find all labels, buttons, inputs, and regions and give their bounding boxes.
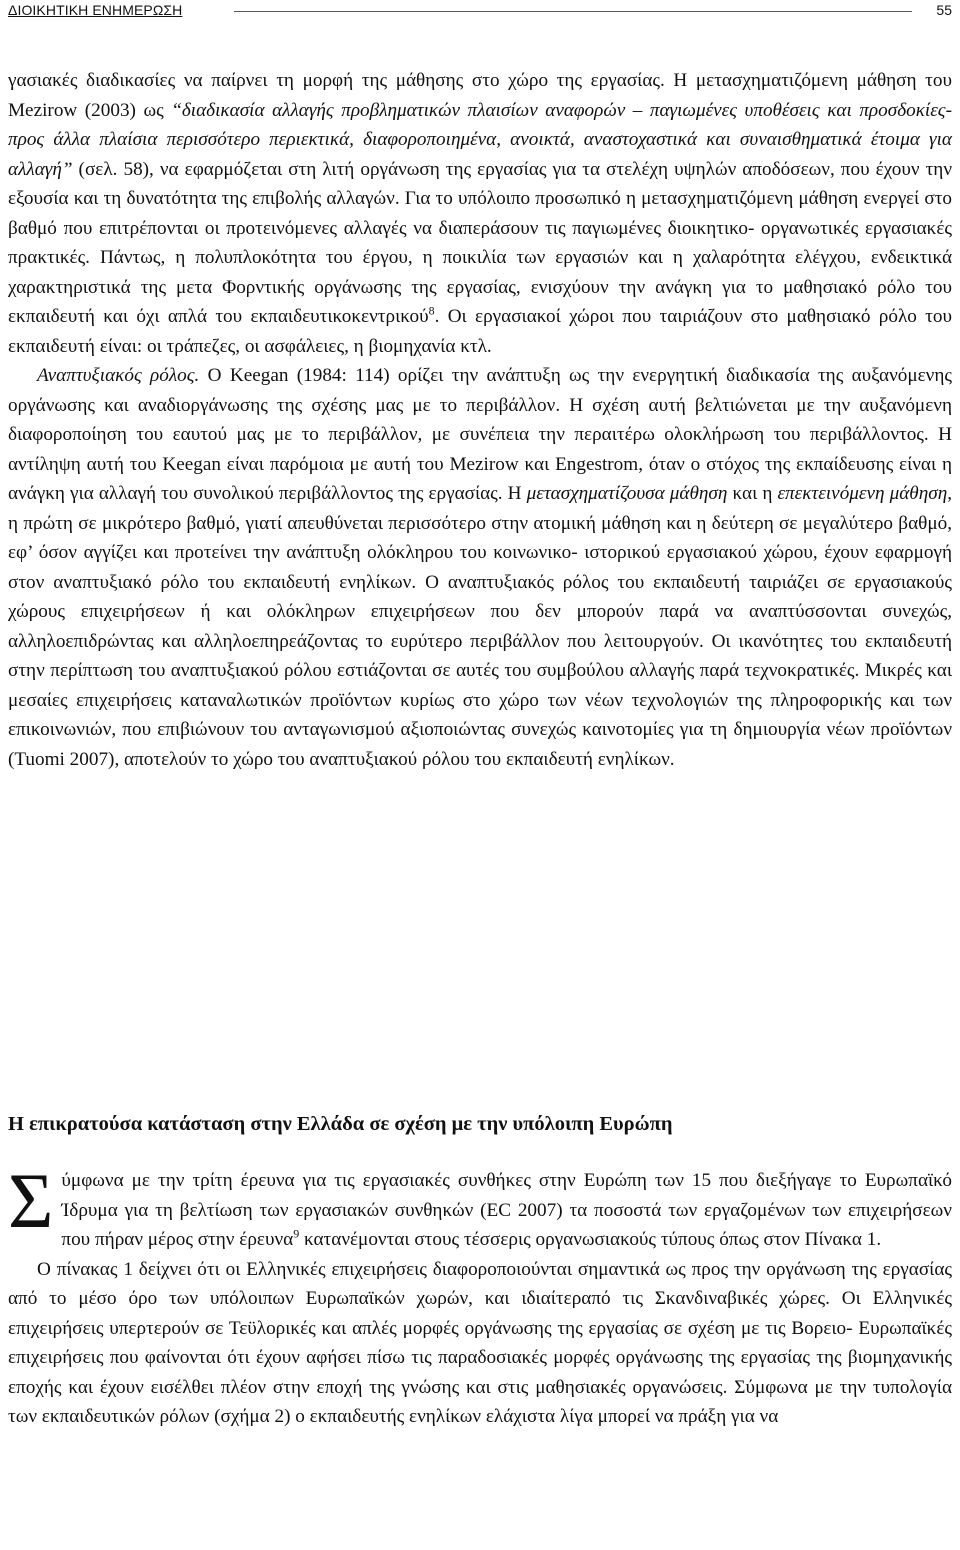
paragraph-2-title: Αναπτυξιακός ρόλος. [37,365,200,386]
paragraph-2 [8,361,952,774]
paragraph-1-text-b: (σελ. 58), να εφαρμόζεται στη λιτή οργάνωση της εργασίας για τα στελέχη υψηλών αποδόσεων, που έχουν την εξουσία και τη δυνατότητα της επιβολής αλλαγών. Για το υπόλοιπο προσωπικό η μετασχηματιζόμενη μάθηση ενεργεί στο βαθμό που επιτρέπονται οι προτεινόμενες αλλαγές να διαπεράσουν τις παγιωμένες διοικητικο- οργανωτικές εργασιακές πρακτικές. Πάντως, η πολυπλοκότητα του έργου, η ποικιλία των εργασιών και η χαλαρότητα ελέγχου, ενδεικτικά χαρακτηριστικά της μετα Φορντικής οργάνωσης της εργασίας, ενισχύουν την ανάγκη για το μαθησιακό ρόλο του εκπαιδευτή και όχι απλά του εκπαιδευτικοκεντρικού [8,158,952,327]
running-header [8,0,952,24]
paragraph-1-text-c: . Οι εργασιακοί χώροι που ταιριάζουν στο μαθησιακό ρόλο του εκπαιδευτή είναι: οι τράπεζες, οι ασφάλειες, η βιομηχανία κτλ. [8,306,952,357]
section-heading: Η επικρατούσα κατάσταση στην Ελλάδα σε σχέση με την υπόλοιπη Ευρώπη [8,1113,673,1135]
footnote-ref-8: 8 [428,303,435,318]
paragraph-2-text-a: Ο Keegan (1984: 114) ορίζει την ανάπτυξη ως την ενεργητική διαδικασία της αυξανόμενης οργάνωσης και αναδιοργάνωσης της σχέσης μας με το περιβάλλον. Η σχέση αυτή βελτιώνεται με την αυξανόμενη διαφοροποίηση του εαυτού μας με το περιβάλλον, με συνέπεια την περαιτέρω ολοκλήρωση του περιβάλλοντος. Η αντίληψη αυτή του Keegan είναι παρόμοια με αυτή του Mezirow και Engestrom, όταν ο στόχος της εκπαίδευσης είναι η ανάγκη για αλλαγή του συνολικού περιβάλλοντος της εργασίας. Η [8,365,952,504]
paragraph-1-text-a: γασιακές διαδικασίες να παίρνει τη μορφή της μάθησης στο χώρο της εργασίας. Η μετασχηματιζόμενη μάθηση του Mezirow (2003) ως [8,70,952,121]
drop-cap: Σ [8,1157,54,1244]
running-title: ΔΙΟΙΚΗΤΙΚΗ ΕΝΗΜΕΡΩΣΗ [8,2,183,18]
paragraph-4: Ο πίνακας 1 δείχνει ότι οι Ελληνικές επιχειρήσεις διαφοροποιούνται σημαντικά ως προς την οργάνωση της εργασίας από το μέσο όρο των υπόλοιπων Ευρωπαϊκών χωρών, και ιδιαίτεραπό τις Σκανδιναβικές χώρες. Οι Ελληνικές επιχειρήσεις υπερτερούν σε Τεϋλορικές και απλές μορφές οργάνωσης της εργασίας σε σχέση με τις Βορειο- Ευρωπαϊκές επιχειρήσεις που φαίνονται ότι έχουν αφήσει πίσω τις παραδοσιακές μορφές οργάνωσης της εργασίας της βιομηχανικής εποχής και έχουν εισέλθει πλέον στην εποχή της γνώσης και στις μαθησιακές οργανώσεις. Σύμφωνα με την τυπολογία των εκπαιδευτικών ρόλων (σχήμα 2) ο εκπαιδευτής ενηλίκων ελάχιστα λίγα μπορεί να πράξη για να [8,1258,952,1427]
paragraph-2-text-b: και η [727,483,778,504]
mezirow-quote: “διαδικασία αλλαγής προβληματικών πλαισίων αναφορών – παγιωμένες υποθέσεις και προσδοκίες- προς άλλα πλαίσια περισσότερο περιεκτικά, διαφοροποιημένα, ανοικτά, αναστοχαστικά και συναισθηματικά έτοιμα για αλλαγή” [8,99,952,180]
page-number: 55 [936,2,952,18]
footnote-ref-9: 9 [293,1226,300,1241]
paragraph-2-emphasis-2: επεκτεινόμενη μάθηση [777,483,948,504]
paragraph-1 [8,66,952,361]
paragraph-3 [8,1157,952,1255]
paragraph-2-emphasis-1: μετασχηματίζουσα μάθηση [526,483,728,504]
header-rule [234,11,912,12]
section-body [8,1157,952,1432]
paragraph-3-text-b: κατανέμονται στους τέσσερις οργανωσιακούς τύπους όπως στον Πίνακα 1. [299,1229,882,1250]
paragraph-3-text-a: ύμφωνα με την τρίτη έρευνα για τις εργασιακές συνθήκες στην Ευρώπη των 15 που διεξήγαγε το Ευρωπαϊκό Ίδρυμα για τη βελτίωση των εργασιακών συνθηκών (EC 2007) τα ποσοστά των εργαζομένων των επιχειρήσεων που πήραν μέρος στην έρευνα [61,1170,952,1250]
body-text [8,66,952,774]
paragraph-2-text-c: , η πρώτη σε μικρότερο βαθμό, γιατί απευθύνεται περισσότερο στην ατομική μάθηση και η δεύτερη σε μεγαλύτερο βαθμό, εφ’ όσον αγγίζει και προτείνει την ανάπτυξη ολόκληρου του κοινωνικο- ιστορικού εργασιακού χώρου, έχουν εφαρμογή στον αναπτυξιακό ρόλο του εκπαιδευτή ενηλίκων. Ο αναπτυξιακός ρόλος του εκπαιδευτή ταιριάζει σε εργασιακούς χώρους επιχειρήσεων ή και ολόκληρων επιχειρήσεων που δεν μπορούν παρά να αναπτύσσονται συνεχώς, αλληλοεπιδρώντας και αλληλοεπηρεάζοντας το ευρύτερο περιβάλλον που λειτουργούν. Οι ικανότητες του εκπαιδευτή στην περίπτωση του αναπτυξιακού ρόλου εστιάζονται σε αυτές του συμβούλου αλλαγής παρά τεχνοκρατικές. Μικρές και μεσαίες επιχειρήσεις καταναλωτικών προϊόντων κυρίως στο χώρο των νέων τεχνολογιών της πληροφορικής και των επικοινωνιών, που επιβιώνουν του ανταγωνισμού αξιοποιώντας συνεχώς καινοτομίες για τη δημιουργία νέων προϊόντων (Tuomi 2007), αποτελούν το χώρο του αναπτυξιακού ρόλου του εκπαιδευτή ενηλίκων. [8,483,953,770]
